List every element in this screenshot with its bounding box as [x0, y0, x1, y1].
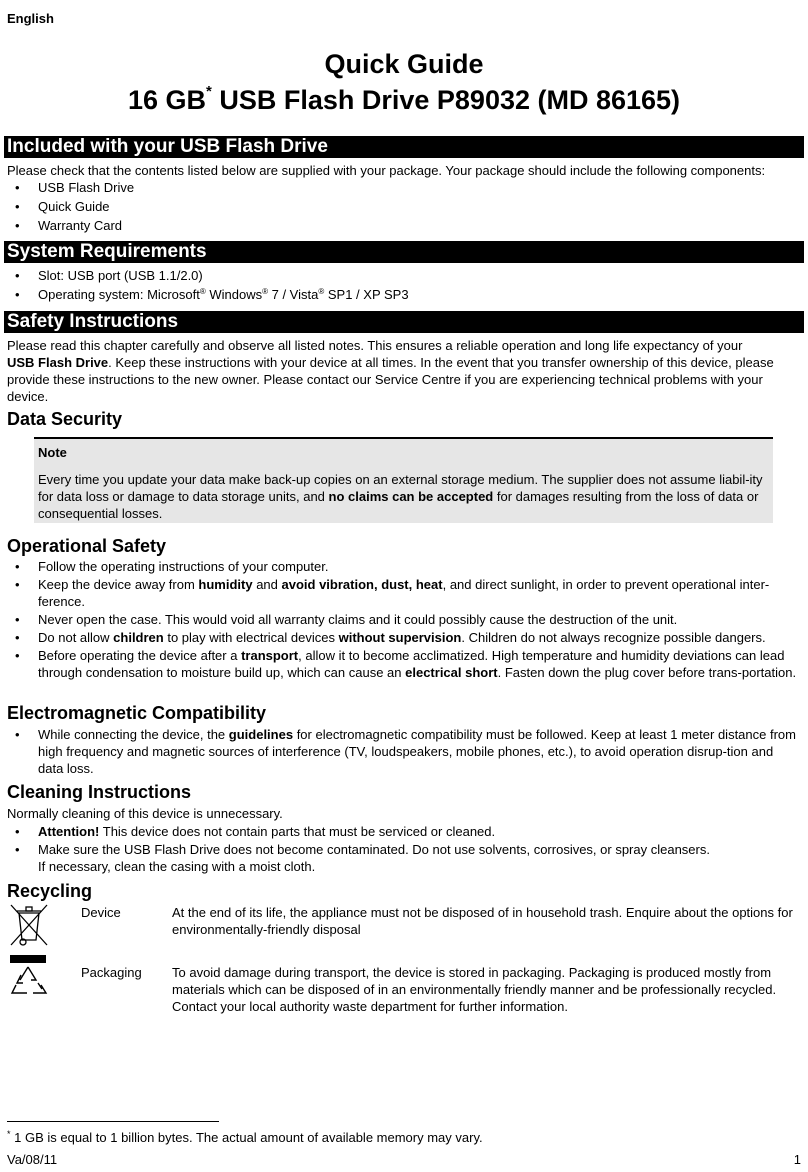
list-item: • Before operating the device after a transport, allow it to become acclimatized. High temperature and humidity deviations can lead through condensation to moisture build up, which can cause an electrical short. Fasten down the plug cover before trans-portation. [7, 647, 802, 699]
cleaning-intro: Normally cleaning of this device is unnecessary. [7, 806, 283, 821]
cleaning-heading: Cleaning Instructions [7, 782, 192, 802]
recycling-packaging-text: To avoid damage during transport, the device is stored in packaging. Packaging is produced mostly from materials which can be disposed of in an environmentally friendly manner and be professionally recycled. Contact your local authority waste department for further information. [172, 965, 777, 1014]
recycling-packaging-label: Packaging [81, 965, 142, 980]
system-list [7, 267, 802, 305]
product-title-capacity: 16 GB [127, 85, 206, 115]
note-box [34, 437, 773, 523]
section-included-heading: Included with your USB Flash Drive [4, 136, 804, 158]
recycling-device-label: Device [81, 905, 121, 920]
language-label: English [7, 11, 54, 26]
list-item: • Warranty Card [7, 217, 802, 236]
footnote: * 1 GB is equal to 1 billion bytes. The actual amount of available memory may vary. [7, 1129, 483, 1145]
list-item: • Operating system: Microsoft® Windows® 7 / Vista® SP1 / XP SP3 [7, 286, 802, 305]
included-intro: Please check that the contents listed below are supplied with your package. Your package should include the following components: [7, 163, 766, 178]
version-code: Va/08/11 [7, 1152, 58, 1167]
recycling-device-text: At the end of its life, the appliance must not be disposed of in household trash. Enquire about the options for environmentally-friendly disposal [172, 905, 793, 937]
list-item: • Follow the operating instructions of your computer. [7, 558, 802, 576]
emc-heading: Electromagnetic Compatibility [7, 703, 267, 723]
list-item: • Make sure the USB Flash Drive does not become contaminated. Do not use solvents, corrosives, or spray cleansers. If necessary, clean the casing with a moist cloth. [7, 841, 802, 875]
recycle-icon [8, 953, 50, 1001]
included-list [7, 179, 802, 236]
emc-list [7, 726, 802, 777]
product-title-name: USB Flash Drive P89032 (MD 86165) [211, 85, 681, 115]
note-title: Note [38, 445, 67, 460]
list-item: • Do not allow children to play with electrical devices without supervision. Children do not always recognize possible dangers. [7, 629, 802, 647]
data-security-heading: Data Security [7, 409, 123, 429]
list-item: • Attention! This device does not contain parts that must be serviced or cleaned. [7, 823, 802, 841]
cleaning-list [7, 823, 802, 875]
operational-safety-heading: Operational Safety [7, 536, 167, 556]
page-number: 1 [793, 1152, 801, 1167]
list-item: • USB Flash Drive [7, 179, 802, 198]
note-text: Every time you update your data make back-up copies on an external storage medium. The supplier does not assume liabil-ity for data loss or damage to data storage units, and no claims can be accepted for damages resulting from the loss of data or consequential losses. [38, 472, 763, 521]
safety-intro: Please read this chapter carefully and observe all listed notes. This ensures a reliable operation and long life expectancy of your USB Flash Drive. Keep these instructions with your device at all times. In the event that you transfer ownership of this device, please provide these instructions to the new owner. Please contact our Service Centre if you are experiencing technical problems with your device. [7, 338, 774, 404]
list-item: • Never open the case. This would void all warranty claims and it could possibly cause the destruction of the unit. [7, 611, 802, 629]
operational-list [7, 558, 802, 699]
section-safety-heading: Safety Instructions [4, 311, 804, 333]
list-item: • Slot: USB port (USB 1.1/2.0) [7, 267, 802, 286]
page-title: Quick Guide [324, 49, 484, 79]
section-system-heading: System Requirements [4, 241, 804, 263]
list-item: • While connecting the device, the guidelines for electromagnetic compatibility must be followed. Keep at least 1 meter distance from high frequency and magnetic sources of interference (TV, loudspeakers, mobile phones, etc.), to avoid operation disrup-tion and data loss. [7, 726, 802, 777]
footnote-divider [7, 1121, 219, 1122]
list-item: • Keep the device away from humidity and avoid vibration, dust, heat, and direct sunlight, in order to prevent operational inter-ference. [7, 576, 802, 611]
recycling-heading: Recycling [7, 881, 93, 901]
list-item: • Quick Guide [7, 198, 802, 217]
footnote-marker: * [205, 83, 212, 100]
product-title [0, 84, 808, 116]
crossed-out-wheelie-bin-icon [8, 902, 50, 948]
